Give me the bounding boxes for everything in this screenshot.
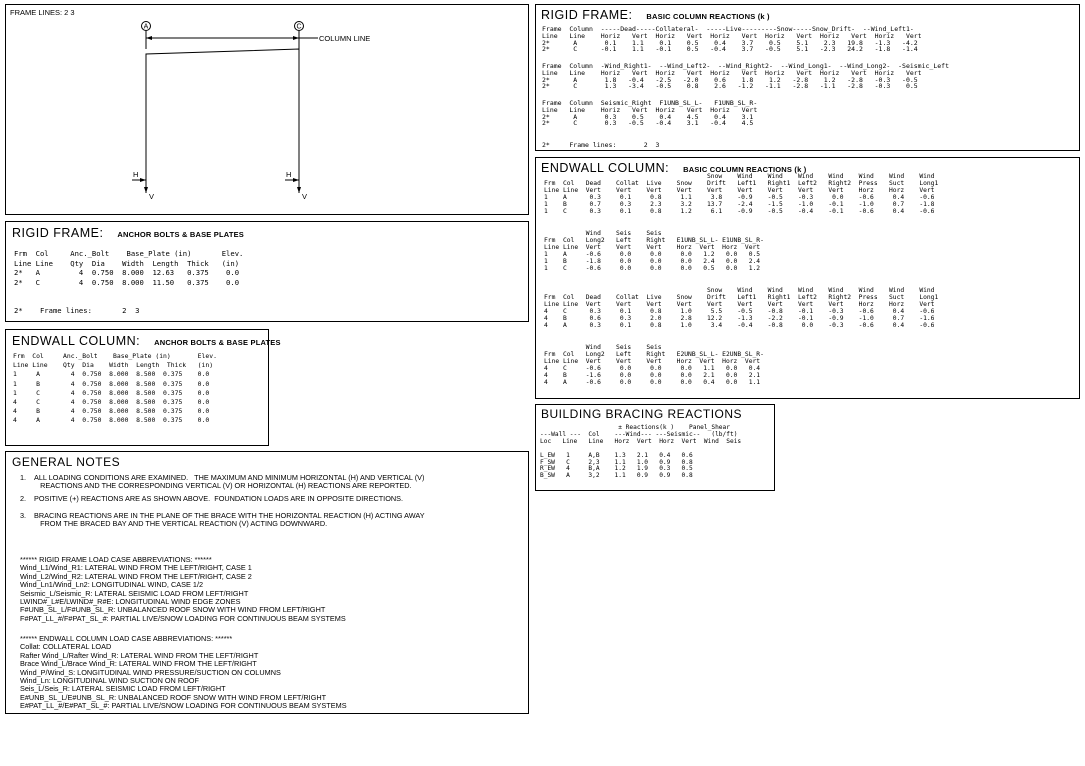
v-label-left: V: [149, 192, 155, 201]
h-label-left: H: [133, 170, 139, 179]
table-row: 4 C -0.6 0.0 0.0 0.0 1.1 0.0 0.4: [544, 364, 761, 372]
rigid-reactions-title-row: [541, 8, 770, 22]
table-row: 4 B 0.6 0.3 2.0 2.8 12.2 -1.3 -2.2 -0.1 -0.9 -1.0 0.7 -1.6: [544, 314, 935, 322]
table-row: 4 A 0.3 0.1 0.8 1.0 3.4 -0.4 -0.8 0.0 -0.3 -0.6 0.4 -0.6: [544, 321, 935, 329]
table-header: Line Line Qty Dia Width Length Thick (in): [14, 258, 240, 268]
table-row: 4 B 4 0.750 8.000 8.500 0.375 0.0: [13, 407, 210, 416]
note-item: 3. BRACING REACTIONS ARE IN THE PLANE OF THE BRACE WITH THE HORIZONTAL REACTION (H) ACTING AWAY FROM THE BRACED BAY AND THE VERTICAL REACTION (V) ACTING DOWNWARD.: [20, 511, 425, 529]
bracing-reactions-panel: [535, 404, 775, 491]
table-row: 2* C -0.1 1.1 -0.1 0.5 -0.4 3.7 -0.5 5.1 -2.3 24.2 -1.8 -1.4: [542, 45, 918, 54]
endwall-reactions-title: ENDWALL COLUMN:: [541, 161, 670, 175]
table-header: Snow Wind Wind Wind Wind Wind Wind Wind: [544, 287, 935, 294]
table-header: Frm Col Long2 Left Right E2UNB_SL_L- E2UNB_SL_R-: [544, 350, 764, 358]
table-header: Line Line Vert Vert Vert Horz Vert Horz Vert: [544, 243, 761, 251]
table-header: Line Line Horiz Vert Horiz Vert Horiz Vert Horiz Vert Horiz Vert Horiz Vert: [542, 31, 922, 40]
rigid-anchor-footer: 2* Frame lines: 2 3: [14, 306, 140, 315]
endwall-reactions-block: [544, 288, 938, 329]
table-row: 1 C 0.3 0.1 0.8 1.2 6.1 -0.9 -0.5 -0.4 -0.1 -0.6 0.4 -0.6: [544, 207, 935, 215]
rigid-anchor-title-row: [12, 226, 244, 240]
column-line-label: COLUMN LINE: [319, 34, 371, 43]
v-label-right: V: [302, 192, 308, 201]
table-row: 2* A 0.3 0.5 0.4 4.5 0.4 3.1: [542, 112, 754, 121]
table-header: Line Line Qty Dia Width Length Thick (in): [13, 361, 214, 370]
endwall-anchor-title: ENDWALL COLUMN:: [12, 334, 141, 348]
endwall-anchor-panel: [5, 329, 281, 446]
table-row: 1 A -0.6 0.0 0.0 0.0 1.2 0.0 0.5: [544, 250, 761, 258]
table-header: Frame Column Seismic_Right F1UNB_SL_L- F1UNB_SL_R-: [542, 99, 758, 107]
rigid-anchor-subtitle: ANCHOR BOLTS & BASE PLATES: [117, 230, 245, 239]
endwall-reactions-block: [544, 231, 764, 272]
table-row: 1 B 0.7 0.3 2.3 3.2 13.7 -2.4 -1.5 -1.0 -0.1 -1.0 0.7 -1.8: [544, 200, 935, 208]
rigid-reactions-block: [542, 63, 949, 90]
table-header: Loc Line Line Horz Vert Horz Vert Wind Seis: [540, 437, 742, 445]
endwall-reactions-block: [544, 345, 764, 386]
endwall-reactions-panel: [535, 157, 1080, 399]
table-row: 4 B -1.6 0.0 0.0 0.0 2.1 0.0 2.1: [544, 371, 761, 379]
rigid-reactions-footer: 2* Frame lines: 2 3: [542, 141, 660, 149]
table-row: 4 A 4 0.750 8.000 8.500 0.375 0.0: [13, 416, 210, 425]
table-header: Frame Column -----Dead-----Collateral- -----Live---------Snow-----Snow_Drift- --Wind_Left1-: [542, 25, 914, 33]
table-row: 2* C 4 0.750 8.000 11.50 0.375 0.0: [14, 277, 240, 287]
table-row: L_EW 1 A,B 1.3 2.1 0.4 0.6: [540, 451, 693, 459]
table-header: Line Line Horiz Vert Horiz Vert Horiz Vert Horiz Vert Horiz Vert Horiz Vert: [542, 68, 922, 77]
rigid-abbreviations: ****** RIGID FRAME LOAD CASE ABBREVIATIONS: ****** Wind_L1/Wind_R1: LATERAL WIND FROM THE LEFT/RIGHT, CASE 1 Wind_L2/Wind_R2: LATERAL WIND FROM THE LEFT/RIGHT, CASE 2 Wind_Ln1/Wind_Ln2: LONGITUDINAL WIND, CASE 1/2 Seismic_L/Seismic_R: LATERAL SEISMIC LOAD FROM LEFT/RIGHT LWIND#_L#E/LWIND#_R#E: LONGITUDINAL WIND EDGE ZONES F#UNB_SL_L/F#UNB_SL_R: UNBALANCED ROOF SNOW WITH WIND FROM LEFT/RIGHT F#PAT_LL_#/F#PAT_SL_#: PARTIAL LIVE/SNOW LOADING FOR CONTINUOUS BEAM SYSTEMS: [20, 555, 346, 623]
rigid-anchor-table: [14, 249, 243, 287]
frame-outline: [146, 49, 299, 185]
table-row: 1 B -1.8 0.0 0.0 0.0 2.4 0.0 2.4: [544, 257, 761, 265]
table-header: Line Line Vert Vert Vert Vert Vert Vert Vert Vert Vert Horz Horz Vert: [544, 300, 935, 308]
general-notes-panel: [5, 451, 529, 714]
rigid-reactions-block: [542, 26, 922, 53]
table-row: 2* A 0.1 1.1 0.1 0.5 0.4 3.7 0.5 5.1 2.3 19.8 -1.3 -4.2: [542, 38, 918, 47]
table-row: 1 B 4 0.750 8.000 8.500 0.375 0.0: [13, 379, 210, 388]
table-header: Wind Seis Seis: [544, 230, 662, 237]
column-a-letter: A: [143, 23, 149, 31]
table-row: 1 C 4 0.750 8.000 8.500 0.375 0.0: [13, 388, 210, 397]
rigid-reactions-title: RIGID FRAME:: [541, 8, 633, 22]
table-row: 1 A 4 0.750 8.000 8.500 0.375 0.0: [13, 370, 210, 379]
note-item: 2. POSITIVE (+) REACTIONS ARE AS SHOWN ABOVE. FOUNDATION LOADS ARE IN OPPOSITE DIRECTIONS.: [20, 494, 404, 503]
table-header: ± Reactions(k ) Panel_Shear: [540, 424, 730, 431]
table-row: 4 C 4 0.750 8.000 8.500 0.375 0.0: [13, 398, 210, 407]
rigid-frame-reactions-panel: [535, 4, 1080, 151]
table-row: 2* A 4 0.750 8.000 12.63 0.375 0.0: [14, 268, 240, 278]
table-row: 2* C 1.3 -3.4 -0.5 0.8 2.6 -1.2 -1.1 -2.8 -1.1 -2.8 -0.3 0.5: [542, 82, 918, 91]
bracing-table: [540, 425, 741, 480]
frame-lines-label: FRAME LINES: 2 3: [10, 8, 75, 17]
rigid-anchor-title: RIGID FRAME:: [12, 226, 104, 240]
table-header: Frame Column -Wind_Right1- --Wind_Left2- --Wind_Right2- --Wind_Long1- --Wind_Long2- -Seismic_Left: [542, 62, 949, 70]
bracing-title: BUILDING BRACING REACTIONS: [541, 407, 743, 421]
h-label-right: H: [286, 170, 292, 179]
table-row: 2* A 1.8 -0.4 -2.5 -2.0 0.6 1.8 1.2 -2.8 1.2 -2.8 -0.3 -0.5: [542, 75, 918, 84]
table-header: Frm Col Dead Collat Live Snow Drift Left1 Right1 Left2 Right2 Press Suct Long1: [544, 293, 939, 301]
rigid-reactions-subtitle: BASIC COLUMN REACTIONS (k ): [646, 12, 770, 21]
general-notes-title: GENERAL NOTES: [12, 455, 121, 469]
table-header: Line Line Vert Vert Vert Horz Vert Horz Vert: [544, 357, 761, 365]
rigid-reactions-block: [542, 100, 757, 127]
table-header: Line Line Horiz Vert Horiz Vert Horiz Vert: [542, 105, 758, 114]
table-row: B_SW A 3,2 1.1 0.9 0.9 0.8: [540, 472, 693, 480]
table-header: Frm Col Anc._Bolt Base_Plate (in) Elev.: [14, 249, 244, 258]
table-row: 2* C 0.3 -0.5 -0.4 3.1 -0.4 4.5: [542, 119, 754, 128]
endwall-anchor-title-row: [12, 334, 281, 348]
table-header: Line Line Vert Vert Vert Vert Vert Vert Vert Vert Vert Horz Horz Vert: [544, 186, 935, 194]
table-row: F_SW C 2,3 1.1 1.0 0.9 0.8: [540, 458, 693, 466]
frame-diagram-panel: [5, 4, 529, 215]
table-header: Wind Seis Seis: [544, 344, 662, 351]
table-header: Frm Col Anc._Bolt Base_Plate (in) Elev.: [13, 352, 217, 360]
table-header: Frm Col Long2 Left Right E1UNB_SL_L- E1UNB_SL_R-: [544, 236, 764, 244]
table-row: 1 A 0.3 0.1 0.8 1.1 3.8 -0.9 -0.5 -0.3 0.0 -0.6 0.4 -0.6: [544, 193, 935, 201]
table-row: R_EW 4 B,A 1.2 1.9 0.3 0.5: [540, 465, 693, 473]
rigid-frame-anchor-panel: [5, 221, 529, 322]
column-c-letter: C: [296, 23, 302, 31]
table-row: 4 C 0.3 0.1 0.8 1.0 5.5 -0.5 -0.8 -0.1 -0.3 -0.6 0.4 -0.6: [544, 307, 935, 315]
table-header: Frm Col Dead Collat Live Snow Drift Left1 Right1 Left2 Right2 Press Suct Long1: [544, 179, 939, 187]
table-row: 1 C -0.6 0.0 0.0 0.0 0.5 0.0 1.2: [544, 264, 761, 272]
frame-elevation-drawing: [6, 5, 528, 214]
note-item: 1. ALL LOADING CONDITIONS ARE EXAMINED. THE MAXIMUM AND MINIMUM HORIZONTAL (H) AND VERTICAL (V) REACTIONS AND THE CORRESPONDING VERTICAL (V) OR HORIZONTAL (H) REACTIONS ARE REPORTED.: [20, 473, 425, 491]
table-row: 4 A -0.6 0.0 0.0 0.0 0.4 0.0 1.1: [544, 378, 761, 386]
table-header: ---Wall --- Col ---Wind--- ---Seismic-- (lb/ft): [540, 430, 738, 438]
table-header: Snow Wind Wind Wind Wind Wind Wind Wind: [544, 173, 935, 180]
endwall-reactions-subtitle: BASIC COLUMN REACTIONS (k ): [683, 165, 807, 174]
endwall-reactions-block: [544, 174, 938, 215]
endwall-anchor-subtitle: ANCHOR BOLTS & BASE PLATES: [154, 338, 281, 347]
endwall-anchor-table: [13, 352, 217, 426]
endwall-abbreviations: ****** ENDWALL COLUMN LOAD CASE ABBREVIATIONS: ****** Collat: COLLATERAL LOAD Rafter Wind_L/Rafter Wind_R: LATERAL WIND FROM THE LEFT/RIGHT Brace Wind_L/Brace Wind_R: LATERAL WIND FROM THE LEFT/RIGHT Wind_P/Wind_S: LONGITUDINAL WIND PRESSURE/SUCTION ON COLUMNS Wind_Ln: LONGITUDINAL WIND SUCTION ON ROOF Seis_L/Seis_R: LATERAL SEISMIC LOAD FROM LEFT/RIGHT E#UNB_SL_L/E#UNB_SL_R: UNBALANCED ROOF SNOW WITH WIND FROM LEFT/RIGHT E#PAT_LL_#/E#PAT_SL_#: PARTIAL LIVE/SNOW LOADING FOR CONTINUOUS BEAM SYSTEMS: [20, 634, 347, 711]
